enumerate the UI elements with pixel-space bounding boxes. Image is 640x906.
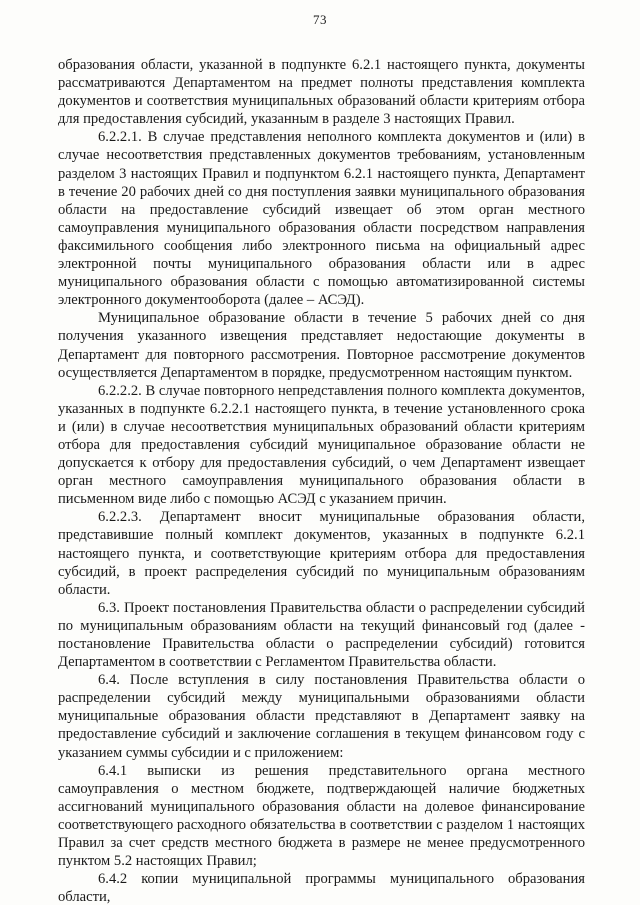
paragraph-6-4: 6.4. После вступления в силу постановления Правительства области о распределении субсидий между муниципальными образованиями области муниципальные образования области представляют в Департамент заявку на предоставление субсидий и заключение соглашения в текущем финансовом году с указанием суммы субсидии и с приложением: (58, 672, 585, 761)
paragraph-6-4-2: 6.4.2 копии муниципальной программы муниципального образования области, (58, 871, 585, 906)
paragraph-6-2-2-3: 6.2.2.3. Департамент вносит муниципальные образования области, представившие полный комплект документов, указанных в подпункте 6.2.1 настоящего пункта, и соответствующие критериям отбора для предоставления субсидий, в проект распределения субсидий по муниципальным образованиям области. (58, 509, 585, 598)
paragraph-6-2-2-1: 6.2.2.1. В случае представления неполного комплекта документов и (или) в случае несоответствия представленных документов требованиям, установленным разделом 3 настоящих Правил и подпунктом 6.2.1 настоящего пункта, Департамент в течение 20 рабочих дней со дня поступления заявки муниципального образования области на предоставление субсидий извещает об этом орган местного самоуправления муниципального образования области посредством направления факсимильного сообщения либо электронного письма на официальный адрес электронной почты муниципального образования области или в адрес муниципального образования области с помощью автоматизированной системы электронного документооборота (далее – АСЭД). (58, 129, 585, 309)
paragraph-6-2-2-2: 6.2.2.2. В случае повторного непредставления полного комплекта документов, указанных в подпункте 6.2.2.1 настоящего пункта, в течение установленного срока и (или) в случае несоответствия муниципальных образований области критериям отбора для предоставления субсидий муниципальное образование области не допускается к отбору для предоставления субсидий, о чем Департамент извещает орган местного самоуправления муниципального образования области в письменном виде либо с помощью АСЭД с указанием причин. (58, 382, 585, 508)
paragraph-6-3: 6.3. Проект постановления Правительства области о распределении субсидий по муниципальным образованиям области на текущий финансовый год (далее - постановление Правительства области о распределении субсидий) готовится Департаментом в соответствии с Регламентом Правительства области. (58, 599, 585, 671)
paragraph-6-4-1: 6.4.1 выписки из решения представительного органа местного самоуправления о местном бюджете, подтверждающей наличие бюджетных ассигнований муниципального образования области на долевое финансирование соответствующего расходного обязательства в соответствии с разделом 1 настоящих Правил за счет средств местного бюджета в размере не менее предусмотренного пунктом 5.2 настоящих Правил; (58, 762, 585, 870)
paragraph-resubmission: Муниципальное образование области в течение 5 рабочих дней со дня получения указанного извещения представляет недостающие документы в Департамент для повторного рассмотрения. Повторное рассмотрение документов осуществляется Департаментом в порядке, предусмотренном настоящим пунктом. (58, 310, 585, 381)
paragraph-continuation: образования области, указанной в подпункте 6.2.1 настоящего пункта, документы рассматриваются Департаментом на предмет полноты представления комплекта документов и соответствия муниципальных образований области критериям отбора для предоставления субсидий, указанным в разделе 3 настоящих Правил. (58, 57, 585, 128)
page-number: 73 (313, 12, 327, 27)
document-body (58, 56, 585, 906)
